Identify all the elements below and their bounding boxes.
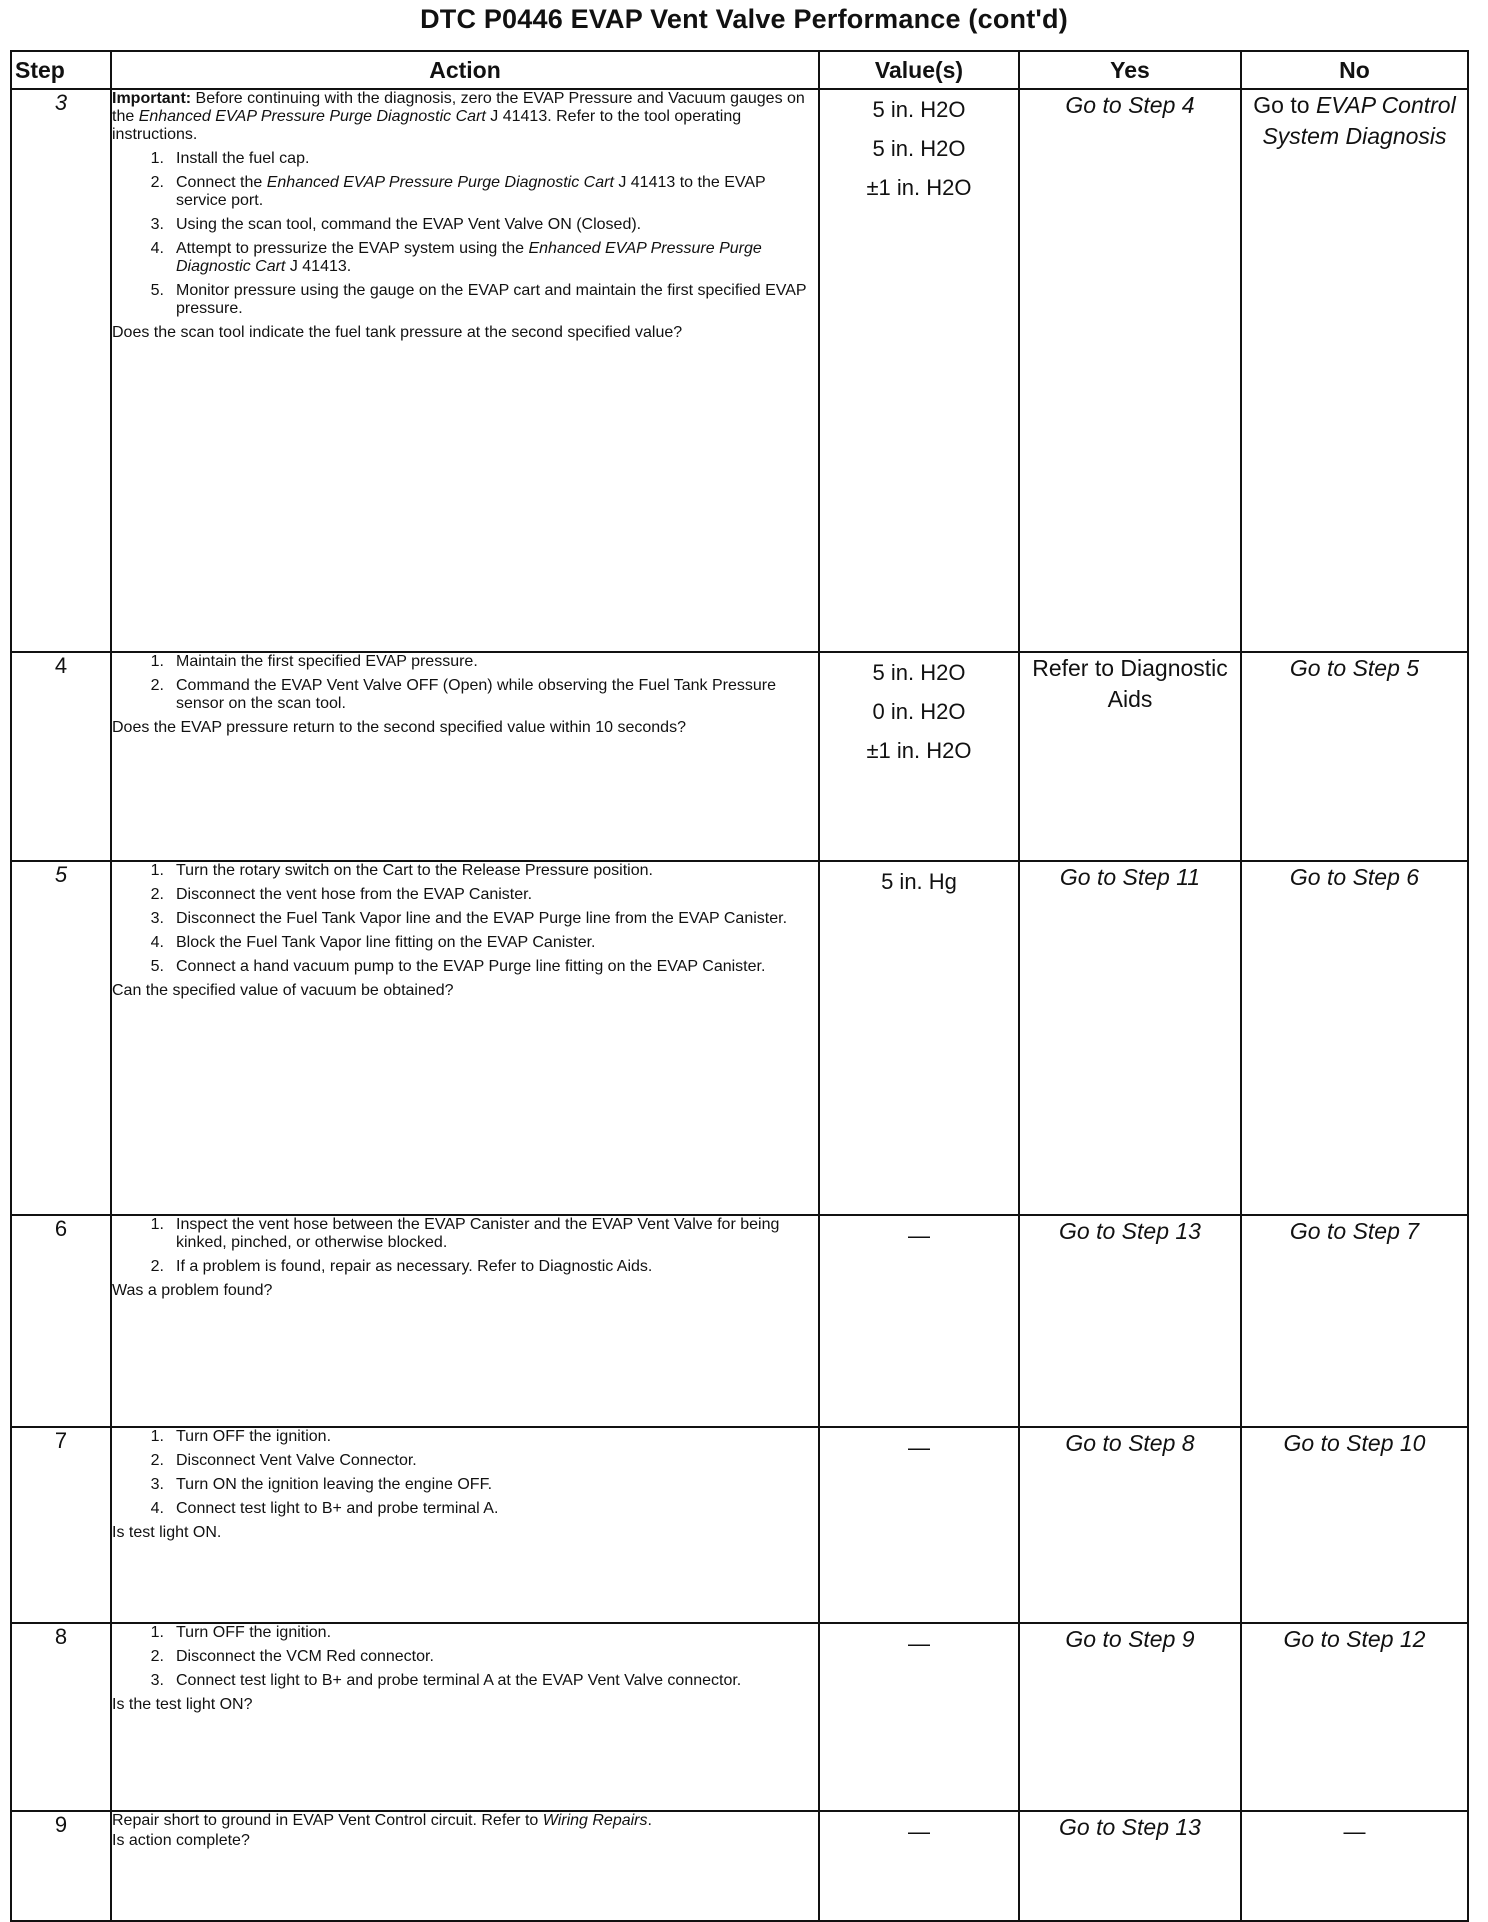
value: 5 in. H2O xyxy=(872,97,966,122)
yes-cell xyxy=(1019,1811,1241,1921)
step-number: 4 xyxy=(11,652,111,861)
list-item: 1. Install the fuel cap. xyxy=(112,150,818,168)
table-row-step-4 xyxy=(11,652,1468,861)
yes-link[interactable]: Go to Step 13 xyxy=(1059,1814,1201,1840)
list-item-text: Turn OFF the ignition. xyxy=(176,1624,332,1641)
list-item-text: Connect a hand vacuum pump to the EVAP Purge line fitting on the EVAP Canister. xyxy=(176,958,766,975)
list-item-text: Attempt to pressurize the EVAP system using the Enhanced EVAP Pressure Purge Diagnostic Cart J 41413. xyxy=(176,240,762,275)
yes-cell xyxy=(1019,89,1241,652)
question-text: Does the EVAP pressure return to the second specified value within 10 seconds? xyxy=(112,719,686,736)
note-text: Before continuing with the diagnosis, zero the EVAP Pressure and Vacuum gauges on the xyxy=(112,90,805,125)
table-row-step-5 xyxy=(11,861,1468,1215)
no-link[interactable]: EVAP Control System Diagnosis xyxy=(1262,92,1456,149)
no-cell xyxy=(1241,652,1468,861)
important-note xyxy=(112,90,818,144)
values-cell xyxy=(819,652,1019,861)
no-cell xyxy=(1241,1811,1468,1921)
note-text: J 41413. Refer to the tool operating instructions. xyxy=(112,108,742,143)
step-number: 5 xyxy=(11,861,111,1215)
list-item: 4. Attempt to pressurize the EVAP system using the Enhanced EVAP Pressure Purge Diagnostic Cart J 41413. xyxy=(112,240,818,276)
values-cell xyxy=(819,1215,1019,1427)
list-item-text: Turn ON the ignition leaving the engine OFF. xyxy=(176,1476,493,1493)
step-number: 8 xyxy=(11,1623,111,1811)
step-number: 3 xyxy=(11,89,111,652)
action-cell xyxy=(111,1811,819,1921)
value: ±1 in. H2O xyxy=(866,175,972,200)
list-item: 1. Maintain the first specified EVAP pressure. xyxy=(112,653,818,671)
list-item-text: Connect the Enhanced EVAP Pressure Purge Diagnostic Cart J 41413 to the EVAP service port. xyxy=(176,174,766,209)
action-cell xyxy=(111,652,819,861)
no-link[interactable]: Go to Step 6 xyxy=(1289,864,1420,890)
list-item-text: Command the EVAP Vent Valve OFF (Open) while observing the Fuel Tank Pressure sensor on the scan tool. xyxy=(176,677,776,712)
procedure-list xyxy=(112,862,818,976)
value: 0 in. H2O xyxy=(872,699,966,724)
list-item-text: Connect test light to B+ and probe terminal A. xyxy=(176,1500,499,1517)
table-row-step-9 xyxy=(11,1811,1468,1921)
list-item: 4. Block the Fuel Tank Vapor line fitting on the EVAP Canister. xyxy=(112,934,818,952)
no-link[interactable]: Go to Step 10 xyxy=(1283,1430,1426,1456)
list-item-text: Inspect the vent hose between the EVAP Canister and the EVAP Vent Valve for being kinked, pinched, or otherwise blocked. xyxy=(176,1216,780,1251)
no-link[interactable]: Go to Step 7 xyxy=(1289,1218,1420,1244)
action-cell xyxy=(111,861,819,1215)
procedure-list xyxy=(112,1624,818,1690)
procedure-list xyxy=(112,1216,818,1276)
page-title: DTC P0446 EVAP Vent Valve Performance (cont'd) xyxy=(420,4,1068,34)
yes-cell xyxy=(1019,1623,1241,1811)
value: — xyxy=(908,1435,930,1460)
step-number: 6 xyxy=(11,1215,111,1427)
diagnostic-table xyxy=(10,50,1469,1922)
list-item-text: Turn the rotary switch on the Cart to the Release Pressure position. xyxy=(176,862,653,879)
list-item-text: If a problem is found, repair as necessary. Refer to Diagnostic Aids. xyxy=(176,1258,653,1275)
procedure-list xyxy=(112,1428,818,1518)
list-item-text: Connect test light to B+ and probe terminal A at the EVAP Vent Valve connector. xyxy=(176,1672,742,1689)
yes-cell xyxy=(1019,1427,1241,1623)
question-text: Is test light ON. xyxy=(112,1524,222,1541)
question-text: Is the test light ON? xyxy=(112,1696,253,1713)
no-cell xyxy=(1241,1623,1468,1811)
header-values: Value(s) xyxy=(819,51,1019,89)
list-item-text: Turn OFF the ignition. xyxy=(176,1428,332,1445)
list-item: 3. Connect test light to B+ and probe terminal A at the EVAP Vent Valve connector. xyxy=(112,1672,818,1690)
values-cell xyxy=(819,1623,1019,1811)
list-item: 1. Turn OFF the ignition. xyxy=(112,1624,818,1642)
list-item: 1. Inspect the vent hose between the EVAP Canister and the EVAP Vent Valve for being kinked, pinched, or otherwise blocked. xyxy=(112,1216,818,1252)
yes-cell xyxy=(1019,1215,1241,1427)
header-step: Step xyxy=(11,51,111,89)
yes-link[interactable]: Go to Step 4 xyxy=(1065,92,1195,118)
list-item: 4. Connect test light to B+ and probe terminal A. xyxy=(112,1500,818,1518)
list-item: 3. Disconnect the Fuel Tank Vapor line and the EVAP Purge line from the EVAP Canister. xyxy=(112,910,818,928)
step-number: 9 xyxy=(11,1811,111,1921)
value: — xyxy=(908,1631,930,1656)
tool-name: Enhanced EVAP Pressure Purge Diagnostic Cart xyxy=(138,108,486,125)
list-item-text: Using the scan tool, command the EVAP Vent Valve ON (Closed). xyxy=(176,216,642,233)
header-yes: Yes xyxy=(1019,51,1241,89)
list-item: 5. Monitor pressure using the gauge on the EVAP cart and maintain the first specified EVAP pressure. xyxy=(112,282,818,318)
action-cell xyxy=(111,1215,819,1427)
values-cell xyxy=(819,861,1019,1215)
list-item: 2. Connect the Enhanced EVAP Pressure Purge Diagnostic Cart J 41413 to the EVAP service port. xyxy=(112,174,818,210)
value: — xyxy=(908,1819,930,1844)
values-cell xyxy=(819,1427,1019,1623)
list-item-text: Disconnect the Fuel Tank Vapor line and the EVAP Purge line from the EVAP Canister. xyxy=(176,910,788,927)
list-item-text: Monitor pressure using the gauge on the EVAP cart and maintain the first specified EVAP pressure. xyxy=(176,282,807,317)
list-item: 2. Disconnect the VCM Red connector. xyxy=(112,1648,818,1666)
list-item-text: Disconnect Vent Valve Connector. xyxy=(176,1452,417,1469)
table-row-step-3 xyxy=(11,89,1468,652)
values-cell xyxy=(819,1811,1019,1921)
important-label: Important: xyxy=(112,90,192,107)
yes-link[interactable]: Go to Step 13 xyxy=(1059,1218,1201,1244)
action-cell xyxy=(111,1623,819,1811)
yes-cell xyxy=(1019,861,1241,1215)
reference-link[interactable]: Wiring Repairs xyxy=(542,1812,648,1829)
no-cell xyxy=(1241,89,1468,652)
value: 5 in. H2O xyxy=(872,136,966,161)
list-item-text: Block the Fuel Tank Vapor line fitting on the EVAP Canister. xyxy=(176,934,596,951)
list-item: 1. Turn OFF the ignition. xyxy=(112,1428,818,1446)
no-cell xyxy=(1241,1427,1468,1623)
repair-text: Repair short to ground in EVAP Vent Control circuit. Refer to Wiring Repairs. xyxy=(112,1812,652,1829)
list-item: 3. Using the scan tool, command the EVAP Vent Valve ON (Closed). xyxy=(112,216,818,234)
value: 5 in. Hg xyxy=(881,869,957,894)
list-item-text: Disconnect the vent hose from the EVAP Canister. xyxy=(176,886,533,903)
table-row-step-8 xyxy=(11,1623,1468,1811)
procedure-list xyxy=(112,653,818,713)
value: — xyxy=(908,1223,930,1248)
list-item: 2. Command the EVAP Vent Valve OFF (Open) while observing the Fuel Tank Pressure sensor on the scan tool. xyxy=(112,677,818,713)
no-link[interactable]: Go to Step 5 xyxy=(1289,655,1420,681)
list-item-text: Maintain the first specified EVAP pressure. xyxy=(176,653,478,670)
question-text: Is action complete? xyxy=(112,1832,250,1849)
list-item: 3. Turn ON the ignition leaving the engine OFF. xyxy=(112,1476,818,1494)
no-prefix: Go to xyxy=(1253,92,1316,118)
list-item: 5. Connect a hand vacuum pump to the EVAP Purge line fitting on the EVAP Canister. xyxy=(112,958,818,976)
no-value: — xyxy=(1343,1819,1366,1844)
no-cell xyxy=(1241,1215,1468,1427)
header-action: Action xyxy=(111,51,819,89)
value: 5 in. H2O xyxy=(872,660,966,685)
list-item: 1. Turn the rotary switch on the Cart to the Release Pressure position. xyxy=(112,862,818,880)
yes-link[interactable]: Go to Step 9 xyxy=(1065,1626,1195,1652)
yes-link[interactable]: Refer to Diagnostic Aids xyxy=(1032,655,1228,712)
values-cell xyxy=(819,89,1019,652)
list-item-text: Install the fuel cap. xyxy=(176,150,310,167)
yes-cell xyxy=(1019,652,1241,861)
action-cell xyxy=(111,1427,819,1623)
procedure-list xyxy=(112,150,818,318)
list-item: 2. Disconnect Vent Valve Connector. xyxy=(112,1452,818,1470)
no-link[interactable]: Go to Step 12 xyxy=(1283,1626,1426,1652)
question-text: Can the specified value of vacuum be obtained? xyxy=(112,982,454,999)
step-number: 7 xyxy=(11,1427,111,1623)
list-item-text: Disconnect the VCM Red connector. xyxy=(176,1648,434,1665)
yes-link[interactable]: Go to Step 11 xyxy=(1059,864,1201,890)
question-text: Does the scan tool indicate the fuel tank pressure at the second specified value? xyxy=(112,324,683,341)
no-cell xyxy=(1241,861,1468,1215)
header-no: No xyxy=(1241,51,1468,89)
table-header-row xyxy=(11,51,1468,89)
table-row-step-6 xyxy=(11,1215,1468,1427)
value: ±1 in. H2O xyxy=(866,738,972,763)
list-item: 2. Disconnect the vent hose from the EVAP Canister. xyxy=(112,886,818,904)
question-text: Was a problem found? xyxy=(112,1282,273,1299)
action-cell xyxy=(111,89,819,652)
yes-link[interactable]: Go to Step 8 xyxy=(1065,1430,1195,1456)
table-row-step-7 xyxy=(11,1427,1468,1623)
list-item: 2. If a problem is found, repair as necessary. Refer to Diagnostic Aids. xyxy=(112,1258,818,1276)
